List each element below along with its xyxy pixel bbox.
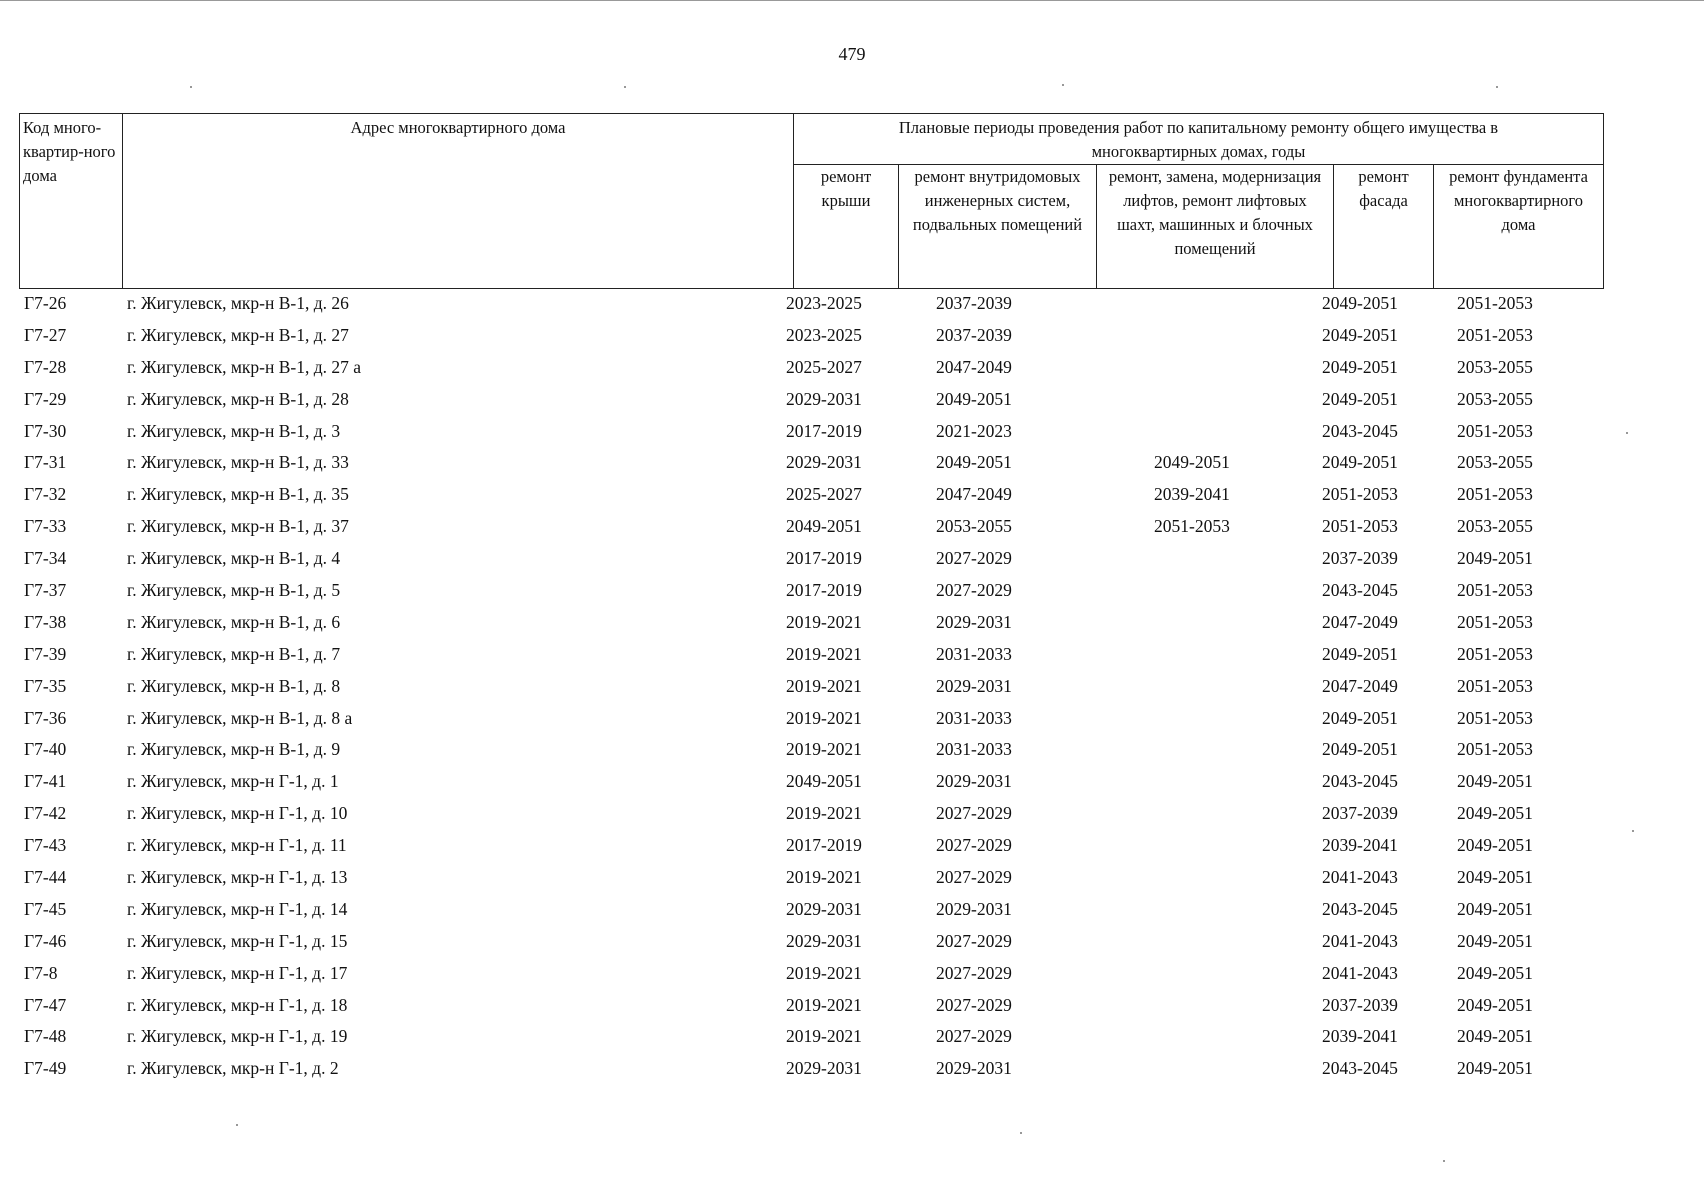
table-row xyxy=(0,607,1704,639)
cell-address: г. Жигулевск, мкр-н В-1, д. 9 xyxy=(127,739,341,760)
cell-facade: 2049-2051 xyxy=(1322,388,1398,409)
table-row xyxy=(0,511,1704,543)
header-foundation: ремонт фундамента многоквартирного дома xyxy=(1433,164,1604,289)
cell-systems: 2031-2033 xyxy=(936,643,1012,664)
cell-systems: 2027-2029 xyxy=(936,1026,1012,1047)
scan-speck xyxy=(1632,830,1634,832)
cell-address: г. Жигулевск, мкр-н В-1, д. 26 xyxy=(127,293,349,313)
cell-facade: 2049-2051 xyxy=(1322,324,1398,345)
cell-foundation: 2049-2051 xyxy=(1457,994,1533,1015)
cell-address: г. Жигулевск, мкр-н В-1, д. 5 xyxy=(127,580,341,601)
cell-lifts: 2049-2051 xyxy=(1154,452,1230,473)
cell-code: Г7-29 xyxy=(24,388,67,409)
table-row xyxy=(0,958,1704,990)
table-row xyxy=(0,1021,1704,1053)
cell-foundation: 2051-2053 xyxy=(1457,420,1533,441)
table-row xyxy=(0,798,1704,830)
cell-roof: 2019-2021 xyxy=(786,643,862,664)
cell-address: г. Жигулевск, мкр-н В-1, д. 3 xyxy=(127,420,341,441)
cell-roof: 2029-2031 xyxy=(786,1058,862,1079)
cell-roof: 2019-2021 xyxy=(786,803,862,824)
cell-facade: 2037-2039 xyxy=(1322,548,1398,569)
table-row xyxy=(0,352,1704,384)
table-row xyxy=(0,288,1704,320)
cell-systems: 2029-2031 xyxy=(936,675,1012,696)
cell-address: г. Жигулевск, мкр-н Г-1, д. 10 xyxy=(127,803,348,824)
cell-roof: 2017-2019 xyxy=(786,835,862,856)
table-row xyxy=(0,926,1704,958)
cell-systems: 2027-2029 xyxy=(936,835,1012,856)
cell-systems: 2021-2023 xyxy=(936,420,1012,441)
cell-address: г. Жигулевск, мкр-н В-1, д. 6 xyxy=(127,611,341,632)
cell-systems: 2047-2049 xyxy=(936,356,1012,377)
cell-facade: 2037-2039 xyxy=(1322,803,1398,824)
scan-speck xyxy=(1443,1160,1445,1162)
cell-facade: 2039-2041 xyxy=(1322,1026,1398,1047)
cell-code: Г7-30 xyxy=(24,420,67,441)
cell-code: Г7-34 xyxy=(24,548,67,569)
table-row xyxy=(0,1053,1704,1085)
cell-foundation: 2049-2051 xyxy=(1457,962,1533,983)
cell-foundation: 2049-2051 xyxy=(1457,1058,1533,1079)
scan-edge-line xyxy=(0,0,1704,1)
cell-systems: 2027-2029 xyxy=(936,867,1012,888)
cell-facade: 2049-2051 xyxy=(1322,356,1398,377)
cell-address: г. Жигулевск, мкр-н В-1, д. 4 xyxy=(127,548,341,569)
cell-systems: 2037-2039 xyxy=(936,293,1012,313)
cell-address: г. Жигулевск, мкр-н Г-1, д. 1 xyxy=(127,771,339,792)
cell-facade: 2049-2051 xyxy=(1322,707,1398,728)
cell-foundation: 2051-2053 xyxy=(1457,611,1533,632)
cell-roof: 2023-2025 xyxy=(786,293,862,313)
cell-roof: 2019-2021 xyxy=(786,962,862,983)
cell-lifts: 2039-2041 xyxy=(1154,484,1230,505)
cell-address: г. Жигулевск, мкр-н В-1, д. 33 xyxy=(127,452,349,473)
cell-systems: 2049-2051 xyxy=(936,452,1012,473)
cell-code: Г7-27 xyxy=(24,324,67,345)
cell-facade: 2047-2049 xyxy=(1322,611,1398,632)
cell-facade: 2039-2041 xyxy=(1322,835,1398,856)
cell-roof: 2019-2021 xyxy=(786,867,862,888)
cell-roof: 2017-2019 xyxy=(786,548,862,569)
cell-foundation: 2051-2053 xyxy=(1457,675,1533,696)
cell-code: Г7-41 xyxy=(24,771,67,792)
cell-facade: 2041-2043 xyxy=(1322,930,1398,951)
cell-roof: 2019-2021 xyxy=(786,1026,862,1047)
cell-address: г. Жигулевск, мкр-н Г-1, д. 19 xyxy=(127,1026,348,1047)
table-row xyxy=(0,639,1704,671)
cell-foundation: 2053-2055 xyxy=(1457,356,1533,377)
cell-foundation: 2049-2051 xyxy=(1457,930,1533,951)
cell-code: Г7-48 xyxy=(24,1026,67,1047)
cell-systems: 2037-2039 xyxy=(936,324,1012,345)
cell-facade: 2043-2045 xyxy=(1322,580,1398,601)
cell-code: Г7-35 xyxy=(24,675,67,696)
cell-roof: 2029-2031 xyxy=(786,930,862,951)
cell-facade: 2049-2051 xyxy=(1322,452,1398,473)
cell-foundation: 2053-2055 xyxy=(1457,516,1533,537)
cell-foundation: 2049-2051 xyxy=(1457,835,1533,856)
cell-systems: 2029-2031 xyxy=(936,1058,1012,1079)
cell-lifts: 2051-2053 xyxy=(1154,516,1230,537)
cell-systems: 2027-2029 xyxy=(936,548,1012,569)
cell-roof: 2019-2021 xyxy=(786,707,862,728)
page-number: 479 xyxy=(838,44,866,64)
cell-foundation: 2051-2053 xyxy=(1457,739,1533,760)
cell-systems: 2027-2029 xyxy=(936,803,1012,824)
cell-address: г. Жигулевск, мкр-н В-1, д. 27 xyxy=(127,324,349,345)
cell-address: г. Жигулевск, мкр-н Г-1, д. 18 xyxy=(127,994,348,1015)
table-row xyxy=(0,447,1704,479)
cell-address: г. Жигулевск, мкр-н Г-1, д. 13 xyxy=(127,867,348,888)
cell-facade: 2043-2045 xyxy=(1322,1058,1398,1079)
table-row xyxy=(0,543,1704,575)
cell-foundation: 2049-2051 xyxy=(1457,1026,1533,1047)
header-periods: Плановые периоды проведения работ по капитальному ремонту общего имущества в многоквартирных домах, годы xyxy=(793,113,1604,165)
cell-facade: 2037-2039 xyxy=(1322,994,1398,1015)
scan-speck xyxy=(1496,86,1498,88)
cell-code: Г7-31 xyxy=(24,452,67,473)
cell-code: Г7-42 xyxy=(24,803,67,824)
table-row xyxy=(0,320,1704,352)
header-facade: ремонт фасада xyxy=(1333,164,1434,289)
cell-roof: 2019-2021 xyxy=(786,994,862,1015)
cell-foundation: 2049-2051 xyxy=(1457,771,1533,792)
cell-facade: 2049-2051 xyxy=(1322,643,1398,664)
cell-systems: 2031-2033 xyxy=(936,739,1012,760)
cell-systems: 2053-2055 xyxy=(936,516,1012,537)
table-row xyxy=(0,766,1704,798)
cell-systems: 2027-2029 xyxy=(936,580,1012,601)
table-row xyxy=(0,703,1704,735)
cell-foundation: 2049-2051 xyxy=(1457,898,1533,919)
cell-systems: 2047-2049 xyxy=(936,484,1012,505)
cell-address: г. Жигулевск, мкр-н В-1, д. 8 xyxy=(127,675,341,696)
cell-roof: 2025-2027 xyxy=(786,356,862,377)
cell-facade: 2051-2053 xyxy=(1322,516,1398,537)
cell-facade: 2047-2049 xyxy=(1322,675,1398,696)
cell-address: г. Жигулевск, мкр-н В-1, д. 37 xyxy=(127,516,349,537)
cell-code: Г7-43 xyxy=(24,835,67,856)
table-row xyxy=(0,862,1704,894)
table-row xyxy=(0,384,1704,416)
cell-foundation: 2051-2053 xyxy=(1457,484,1533,505)
cell-roof: 2019-2021 xyxy=(786,611,862,632)
cell-foundation: 2051-2053 xyxy=(1457,707,1533,728)
cell-code: Г7-45 xyxy=(24,898,67,919)
cell-address: г. Жигулевск, мкр-н В-1, д. 7 xyxy=(127,643,341,664)
cell-address: г. Жигулевск, мкр-н Г-1, д. 11 xyxy=(127,835,347,856)
cell-code: Г7-28 xyxy=(24,356,67,377)
cell-systems: 2029-2031 xyxy=(936,771,1012,792)
cell-code: Г7-38 xyxy=(24,611,67,632)
cell-foundation: 2049-2051 xyxy=(1457,803,1533,824)
table-row xyxy=(0,575,1704,607)
cell-address: г. Жигулевск, мкр-н В-1, д. 35 xyxy=(127,484,349,505)
cell-roof: 2025-2027 xyxy=(786,484,862,505)
cell-address: г. Жигулевск, мкр-н Г-1, д. 2 xyxy=(127,1058,339,1079)
table-row xyxy=(0,830,1704,862)
cell-code: Г7-26 xyxy=(24,293,67,313)
cell-systems: 2049-2051 xyxy=(936,388,1012,409)
cell-facade: 2041-2043 xyxy=(1322,962,1398,983)
cell-code: Г7-32 xyxy=(24,484,67,505)
cell-code: Г7-33 xyxy=(24,516,67,537)
header-address: Адрес многоквартирного дома xyxy=(122,113,794,289)
cell-code: Г7-47 xyxy=(24,994,67,1015)
table-row xyxy=(0,734,1704,766)
cell-foundation: 2051-2053 xyxy=(1457,324,1533,345)
cell-address: г. Жигулевск, мкр-н В-1, д. 8 а xyxy=(127,707,353,728)
cell-roof: 2017-2019 xyxy=(786,420,862,441)
cell-address: г. Жигулевск, мкр-н Г-1, д. 17 xyxy=(127,962,348,983)
table-row xyxy=(0,671,1704,703)
table-row xyxy=(0,990,1704,1022)
cell-address: г. Жигулевск, мкр-н Г-1, д. 14 xyxy=(127,898,348,919)
cell-address: г. Жигулевск, мкр-н В-1, д. 27 а xyxy=(127,356,362,377)
cell-code: Г7-8 xyxy=(24,962,58,983)
cell-code: Г7-37 xyxy=(24,580,67,601)
scan-speck xyxy=(1020,1132,1022,1134)
cell-systems: 2029-2031 xyxy=(936,898,1012,919)
cell-code: Г7-49 xyxy=(24,1058,67,1079)
cell-facade: 2043-2045 xyxy=(1322,898,1398,919)
header-systems: ремонт внутридомовых инженерных систем, подвальных помещений xyxy=(898,164,1097,289)
cell-facade: 2041-2043 xyxy=(1322,867,1398,888)
cell-roof: 2049-2051 xyxy=(786,516,862,537)
cell-roof: 2019-2021 xyxy=(786,675,862,696)
cell-code: Г7-46 xyxy=(24,930,67,951)
cell-roof: 2019-2021 xyxy=(786,739,862,760)
cell-foundation: 2053-2055 xyxy=(1457,452,1533,473)
cell-foundation: 2051-2053 xyxy=(1457,293,1533,313)
table-body xyxy=(0,288,1704,1085)
cell-facade: 2051-2053 xyxy=(1322,484,1398,505)
scan-speck xyxy=(624,86,626,88)
cell-roof: 2029-2031 xyxy=(786,898,862,919)
cell-foundation: 2051-2053 xyxy=(1457,643,1533,664)
cell-facade: 2049-2051 xyxy=(1322,739,1398,760)
cell-code: Г7-36 xyxy=(24,707,67,728)
cell-roof: 2017-2019 xyxy=(786,580,862,601)
cell-systems: 2027-2029 xyxy=(936,962,1012,983)
table-row xyxy=(0,416,1704,448)
cell-systems: 2029-2031 xyxy=(936,611,1012,632)
cell-foundation: 2051-2053 xyxy=(1457,580,1533,601)
scan-speck xyxy=(190,86,192,88)
cell-foundation: 2049-2051 xyxy=(1457,867,1533,888)
cell-roof: 2049-2051 xyxy=(786,771,862,792)
cell-facade: 2043-2045 xyxy=(1322,420,1398,441)
scan-speck xyxy=(1062,84,1064,86)
cell-systems: 2027-2029 xyxy=(936,994,1012,1015)
cell-roof: 2023-2025 xyxy=(786,324,862,345)
scan-speck xyxy=(236,1124,238,1126)
scan-speck xyxy=(1626,432,1628,434)
cell-code: Г7-40 xyxy=(24,739,67,760)
header-roof: ремонт крыши xyxy=(793,164,899,289)
cell-roof: 2029-2031 xyxy=(786,452,862,473)
cell-foundation: 2049-2051 xyxy=(1457,548,1533,569)
cell-address: г. Жигулевск, мкр-н В-1, д. 28 xyxy=(127,388,349,409)
header-lifts: ремонт, замена, модернизация лифтов, ремонт лифтовых шахт, машинных и блочных помещений xyxy=(1096,164,1334,289)
table-header xyxy=(19,113,1588,289)
cell-foundation: 2053-2055 xyxy=(1457,388,1533,409)
cell-facade: 2049-2051 xyxy=(1322,293,1398,313)
cell-facade: 2043-2045 xyxy=(1322,771,1398,792)
cell-code: Г7-44 xyxy=(24,867,67,888)
cell-systems: 2027-2029 xyxy=(936,930,1012,951)
cell-code: Г7-39 xyxy=(24,643,67,664)
cell-systems: 2031-2033 xyxy=(936,707,1012,728)
table-row xyxy=(0,479,1704,511)
cell-roof: 2029-2031 xyxy=(786,388,862,409)
table-row xyxy=(0,894,1704,926)
cell-address: г. Жигулевск, мкр-н Г-1, д. 15 xyxy=(127,930,348,951)
header-code: Код много-квартир-ного дома xyxy=(19,113,123,289)
